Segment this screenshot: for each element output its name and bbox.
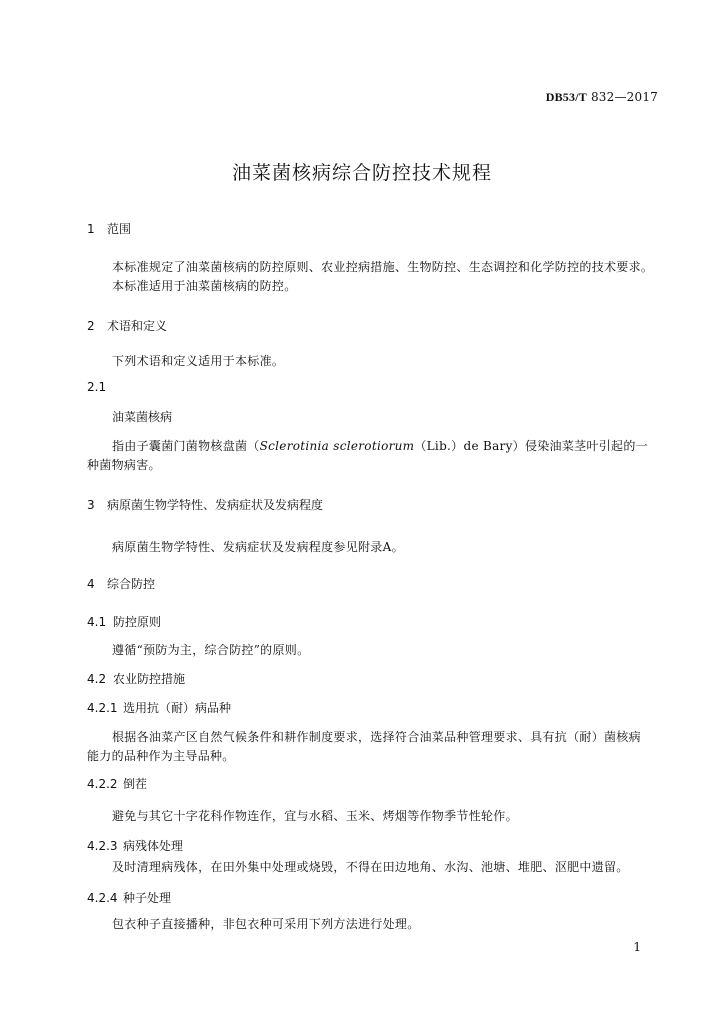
section-4-2-heading: 4.2 农业防控措施 (87, 672, 186, 686)
section-4-2-2-paragraph: 避免与其它十字花科作物连作，宜与水稻、玉米、烤烟等作物季节性轮作。 (112, 809, 518, 823)
document-title: 油菜菌核病综合防控技术规程 (231, 162, 492, 184)
term-definition-line-2: 种菌物病害。 (87, 458, 161, 472)
section-4-1-paragraph: 遵循“预防为主，综合防控”的原则。 (112, 643, 310, 657)
section-4-2-3-heading: 4.2.3 病残体处理 (87, 839, 184, 853)
section-1-paragraph-2: 本标准适用于油菜菌核病的防控。 (112, 279, 297, 293)
section-4-2-3-paragraph: 及时清理病残体，在田外集中处理或烧毁，不得在田边地角、水沟、池塘、堆肥、沤肥中遗留。 (112, 860, 629, 874)
section-4-2-2-heading: 4.2.2 倒茬 (87, 777, 148, 791)
section-4-2-1-heading: 4.2.1 选用抗（耐）病品种 (87, 701, 232, 715)
section-4-1-heading: 4.1 防控原则 (87, 615, 162, 629)
section-2-1-number: 2.1 (87, 380, 107, 394)
section-3-paragraph: 病原菌生物学特性、发病症状及发病程度参见附录A。 (112, 540, 404, 554)
term-heading: 油菜菌核病 (112, 410, 173, 424)
page-number: 1 (633, 940, 641, 954)
section-2-heading: 2 术语和定义 (87, 319, 168, 333)
section-4-2-4-heading: 4.2.4 种子处理 (87, 891, 172, 905)
term-definition-line-1: 指由子囊菌门菌物核盘菌（Sclerotinia sclerotiorum（Lib.）de Bary）侵染油菜茎叶引起的一 (112, 439, 648, 453)
section-2-paragraph: 下列术语和定义适用于本标准。 (112, 354, 285, 368)
section-1-paragraph-1: 本标准规定了油菜菌核病的防控原则、农业控病措施、生物防控、生态调控和化学防控的技术要求。 (112, 260, 654, 274)
standard-code: DB53/T 832—2017 (545, 90, 658, 104)
section-4-heading: 4 综合防控 (87, 577, 156, 591)
section-4-2-4-paragraph: 包衣种子直接播种，非包衣种可采用下列方法进行处理。 (112, 917, 420, 931)
section-3-heading: 3 病原菌生物学特性、发病症状及发病程度 (87, 498, 324, 512)
section-1-heading: 1 范围 (87, 222, 132, 236)
section-4-2-1-paragraph-line-2: 能力的品种作为主导品种。 (87, 749, 235, 763)
section-4-2-1-paragraph-line-1: 根据各油菜产区自然气候条件和耕作制度要求，选择符合油菜品种管理要求、具有抗（耐）菌核病 (112, 730, 641, 744)
